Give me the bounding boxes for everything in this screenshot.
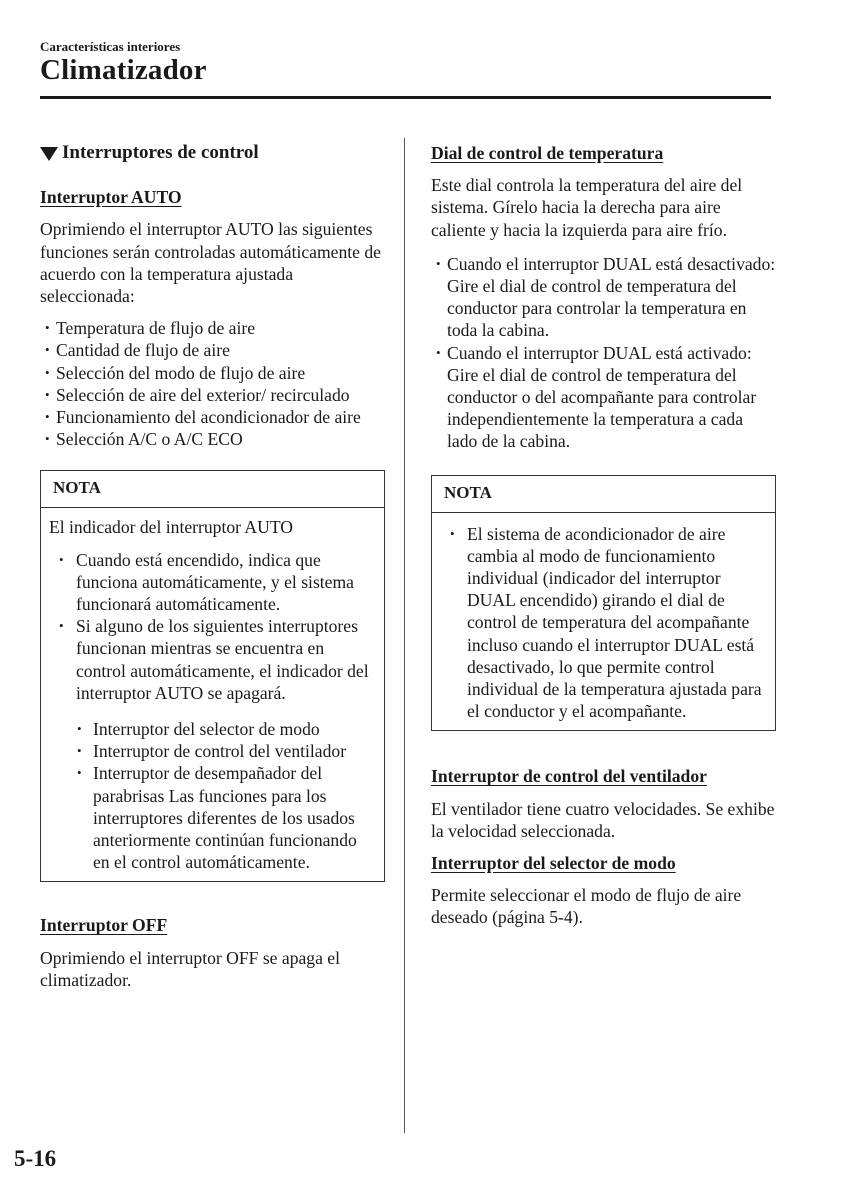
page-number: 5-16 <box>14 1146 57 1171</box>
left-column <box>40 140 385 991</box>
dial-list <box>431 253 776 453</box>
note-intro: El indicador del interruptor AUTO <box>49 517 293 538</box>
auto-functions-list <box>40 317 385 450</box>
right-column <box>431 140 776 929</box>
note-sublist <box>49 718 376 873</box>
dial-title: Dial de control de temperatura <box>431 143 664 163</box>
note-subitem: • Interruptor del selector de modo <box>49 718 376 740</box>
note-subitem: • Interruptor de desempañador del parabrisas Las funciones para los interruptores diferentes de los usados anteriormente continúan funcionando en el control automáticamente. <box>49 762 376 873</box>
note-label: NOTA <box>432 476 775 513</box>
note-box-auto <box>40 470 385 882</box>
section-label: Características interiores <box>40 39 181 54</box>
dial-text: Este dial controla la temperatura del aire del sistema. Gírelo hacia la derecha para aire caliente y hacia la izquierda para aire frío. <box>431 175 743 240</box>
note-subitem: • Interruptor de control del ventilador <box>49 740 376 762</box>
list-item: • Selección de aire del exterior/ recirculado <box>40 384 385 406</box>
note-list <box>49 549 376 704</box>
list-item: • Cuando el interruptor DUAL está activado: Gire el dial de control de temperatura del conductor o del acompañante para controlar independientemente la temperatura a cada lado de la cabina. <box>431 342 776 453</box>
note-box-dual <box>431 475 776 732</box>
title-rule <box>40 96 771 99</box>
fan-switch-title: Interruptor de control del ventilador <box>431 766 707 787</box>
note-item: • Cuando está encendido, indica que funciona automáticamente, y el sistema funcionará automáticamente. <box>49 549 376 616</box>
section-heading-text: Interruptores de control <box>62 142 259 163</box>
column-divider <box>404 138 405 1133</box>
list-item: • Temperatura de flujo de aire <box>40 317 385 339</box>
off-switch-text: Oprimiendo el interruptor OFF se apaga el climatizador. <box>40 947 340 990</box>
mode-switch-text: Permite seleccionar el modo de flujo de aire deseado (página 5-4). <box>431 885 742 928</box>
list-item: • Funcionamiento del acondicionador de aire <box>40 406 385 428</box>
note-item: • Si alguno de los siguientes interruptores funcionan mientras se encuentra en control automáticamente, el indicador del interruptor AUTO se apagará. <box>49 615 376 704</box>
off-switch-title: Interruptor OFF <box>40 915 168 936</box>
note-label: NOTA <box>41 471 384 508</box>
list-item: • Selección del modo de flujo de aire <box>40 362 385 384</box>
fan-switch-text: El ventilador tiene cuatro velocidades. Se exhibe la velocidad seleccionada. <box>431 798 775 841</box>
list-item: • Cuando el interruptor DUAL está desactivado: Gire el dial de control de temperatura del conductor para controlar la temperatura en toda la cabina. <box>431 253 776 342</box>
mode-switch-title: Interruptor del selector de modo <box>431 853 676 874</box>
note-list <box>440 523 767 723</box>
list-item: • Selección A/C o A/C ECO <box>40 428 385 450</box>
list-item: • Cantidad de flujo de aire <box>40 339 385 361</box>
section-heading <box>40 142 385 164</box>
page-title: Climatizador <box>40 54 207 86</box>
triangle-down-icon <box>40 147 58 161</box>
auto-switch-title: Interruptor AUTO <box>40 187 182 208</box>
note-item: • El sistema de acondicionador de aire cambia al modo de funcionamiento individual (indicador del interruptor DUAL encendido) girando el dial de control de temperatura del acompañante incluso cuando el interruptor DUAL está desactivado, lo que permite control individual de la temperatura ajustada para el conductor y el acompañante. <box>440 523 767 723</box>
auto-switch-text: Oprimiendo el interruptor AUTO las siguientes funciones serán controladas automáticamente de acuerdo con la temperatura ajustada seleccionada: <box>40 219 381 307</box>
